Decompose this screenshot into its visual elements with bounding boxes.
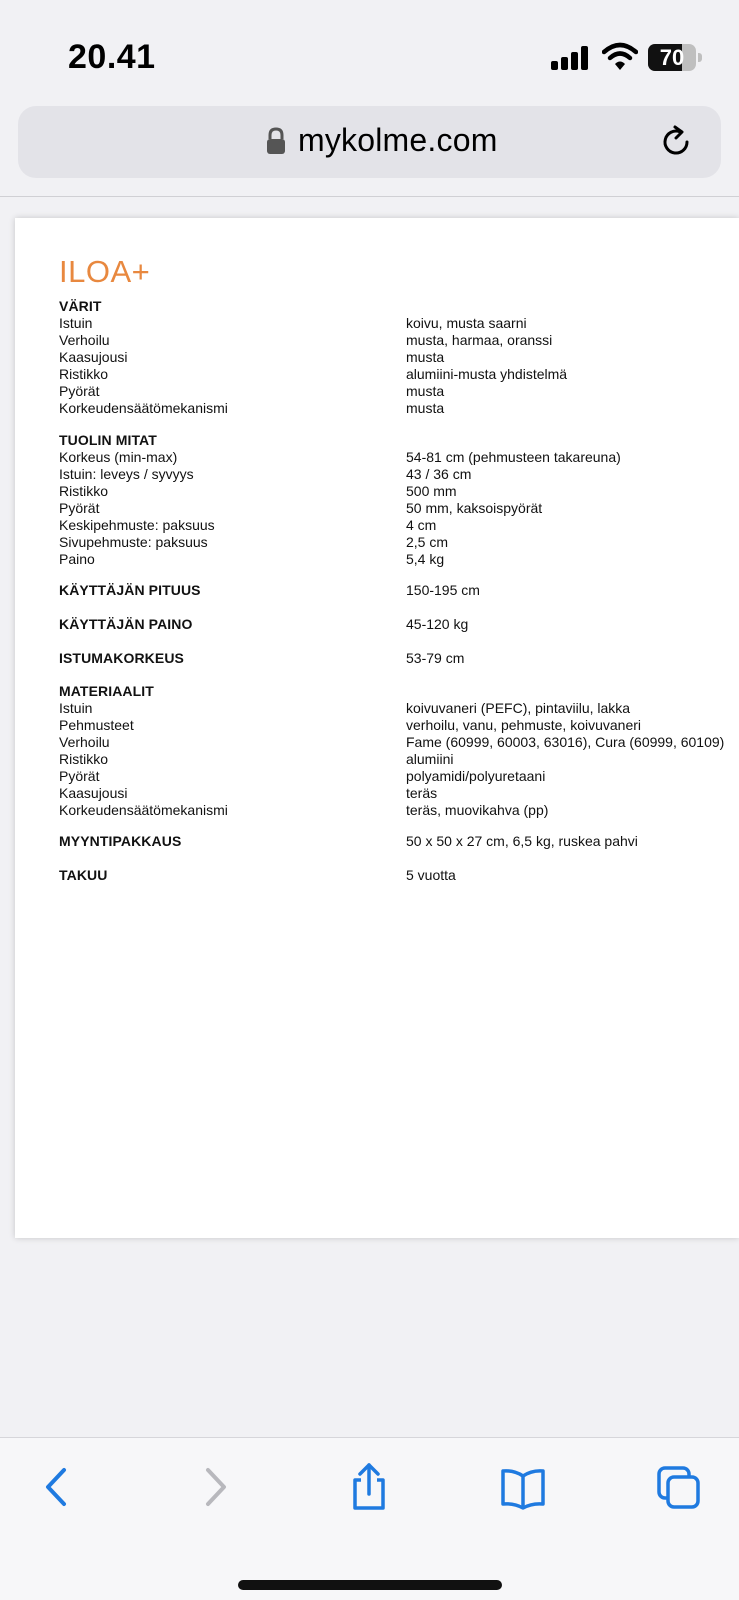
spec-value: 150-195 cm [406,582,480,598]
spec-row [59,517,739,534]
spec-value: 50 x 50 x 27 cm, 6,5 kg, ruskea pahvi [406,833,638,849]
user-weight-section [59,616,739,633]
section-heading: KÄYTTÄJÄN PITUUS [59,582,201,598]
user-height-section [59,582,739,599]
spec-value: musta [406,349,445,365]
spec-row [59,534,739,551]
spec-value: musta [406,400,445,416]
spec-row [59,768,739,785]
spec-row [59,751,739,768]
spec-value: alumiini-musta yhdistelmä [406,366,568,382]
spec-value: koivuvaneri (PEFC), pintaviilu, lakka [406,700,631,716]
url-text[interactable]: mykolme.com [298,122,498,158]
section-heading: ISTUMAKORKEUS [59,650,184,666]
materials-section [59,683,739,819]
section-heading: MATERIAALIT [59,683,154,699]
spec-value: 50 mm, kaksoispyörät [406,500,543,516]
spec-label: Kaasujousi [59,349,128,365]
bookmarks-icon[interactable] [500,1462,546,1512]
spec-row [59,332,739,349]
spec-label: Verhoilu [59,734,110,750]
spec-row [59,551,739,568]
spec-label: Istuin [59,315,93,331]
spec-label: Pyörät [59,768,100,784]
spec-value: 43 / 36 cm [406,466,472,482]
browser-toolbar [0,1437,739,1600]
status-bar [0,0,739,100]
spec-label: Pyörät [59,500,100,516]
spec-value: polyamidi/polyuretaani [406,768,546,784]
spec-label: Verhoilu [59,332,110,348]
spec-value: 4 cm [406,517,437,533]
wifi-icon [602,42,638,72]
document-page [15,218,739,1238]
spec-label: Ristikko [59,483,109,499]
spec-label: Kaasujousi [59,785,128,801]
spec-value: koivu, musta saarni [406,315,527,331]
reload-icon[interactable] [658,124,694,160]
spec-value: 2,5 cm [406,534,449,550]
spec-label: Istuin [59,700,93,716]
forward-icon [192,1462,238,1512]
spec-value: 5,4 kg [406,551,445,567]
spec-value: teräs, muovikahva (pp) [406,802,549,818]
spec-row [59,717,739,734]
spec-value: verhoilu, vanu, pehmuste, koivuvaneri [406,717,642,733]
spec-value: 54-81 cm (pehmusteen takareuna) [406,449,621,465]
spec-row [59,700,739,717]
address-bar[interactable] [18,106,721,178]
spec-row [59,449,739,466]
spec-value: Fame (60999, 60003, 63016), Cura (60999, 60109) [406,734,725,750]
spec-value: musta [406,383,445,399]
document-title: ILOA+ [59,254,151,289]
status-time: 20.41 [68,38,156,76]
spec-value: musta, harmaa, oranssi [406,332,553,348]
spec-row [59,500,739,517]
spec-label: Pehmusteet [59,717,134,733]
tabs-icon[interactable] [656,1462,702,1512]
spec-label: Istuin: leveys / syvyys [59,466,194,482]
spec-value: 45-120 kg [406,616,469,632]
spec-row [59,734,739,751]
spec-value: teräs [406,785,438,801]
home-indicator[interactable] [238,1580,502,1590]
warranty-section [59,867,739,884]
section-heading: KÄYTTÄJÄN PAINO [59,616,193,632]
battery-level: 70 [659,45,685,70]
colors-section [59,298,739,417]
spec-label: Korkeus (min-max) [59,449,178,465]
dimensions-section [59,432,739,568]
section-heading: TUOLIN MITAT [59,432,157,448]
spec-value: 53-79 cm [406,650,465,666]
section-heading: VÄRIT [59,298,102,314]
spec-row [59,383,739,400]
spec-row [59,802,739,819]
spec-label: Ristikko [59,366,109,382]
spec-label: Pyörät [59,383,100,399]
spec-label: Korkeudensäätömekanismi [59,400,228,416]
spec-value: 5 vuotta [406,867,456,883]
back-icon[interactable] [34,1462,80,1512]
section-heading: TAKUU [59,867,108,883]
spec-row [59,366,739,383]
share-icon[interactable] [346,1462,392,1512]
spec-label: Korkeudensäätömekanismi [59,802,228,818]
spec-value: 500 mm [406,483,457,499]
lock-icon [266,127,286,155]
battery-icon [648,44,700,71]
spec-label: Keskipehmuste: paksuus [59,517,215,533]
cellular-signal-icon [551,46,591,70]
header-divider [0,196,739,197]
spec-row [59,400,739,417]
spec-row [59,349,739,366]
spec-label: Ristikko [59,751,109,767]
section-heading: MYYNTIPAKKAUS [59,833,182,849]
spec-row [59,483,739,500]
seat-height-section [59,650,739,667]
spec-value: alumiini [406,751,454,767]
spec-label: Sivupehmuste: paksuus [59,534,208,550]
spec-row [59,466,739,483]
spec-row [59,785,739,802]
spec-label: Paino [59,551,95,567]
spec-row [59,315,739,332]
packaging-section [59,833,739,850]
